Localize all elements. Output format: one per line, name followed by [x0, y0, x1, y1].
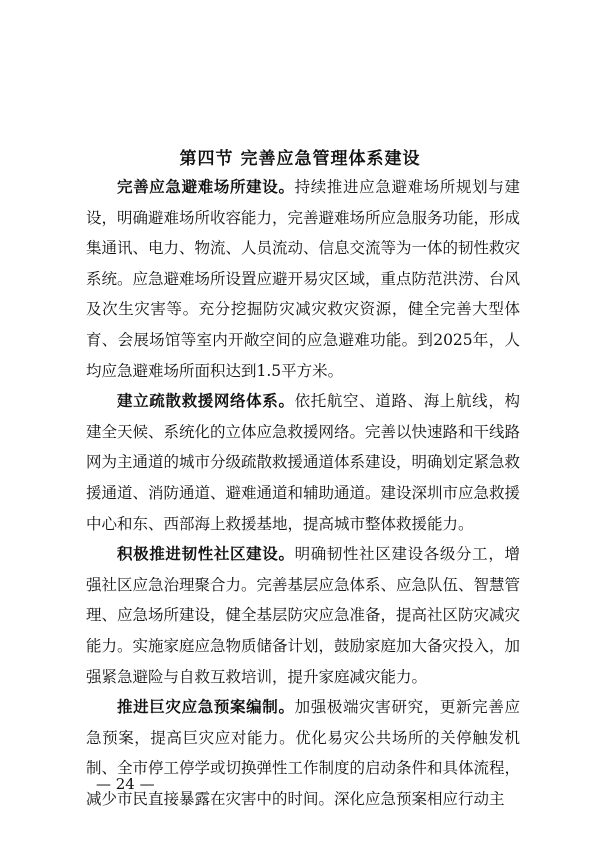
paragraph-resilient-community	[86, 539, 520, 692]
page-number: — 24 —	[96, 775, 155, 793]
paragraph-shelters	[86, 172, 520, 386]
section-title: 第四节 完善应急管理体系建设	[179, 149, 421, 169]
paragraph-text: 持续推进应急避难场所规划与建设，明确避难场所收容能力，完善避难场所应急服务功能，形成集通讯、电力、物流、人员流动、信息交流等为一体的韧性救灾系统。应急避难场所设置应避开易灾区域，重点防范洪涝、台风及次生灾害等。充分挖掘防灾减灾救灾资源，健全完善大型体育、会展场馆等室内开敞空间的应急避难功能。到2025年，人均应急避难场所面积达到1.5平方米。	[86, 178, 521, 380]
paragraph-lead: 积极推进韧性社区建设。	[117, 544, 295, 564]
paragraph-lead: 完善应急避难场所建设。	[117, 177, 295, 196]
paragraph-text: 加强极端灾害研究，更新完善应急预案，提高巨灾应对能力。优化易灾公共场所的关停触发机制、全市停工停学或切换弹性工作制度的启动条件和具体流程，减少市民直接暴露在灾害中的时间。深化应急预案相应行动主	[86, 698, 521, 808]
body-text	[86, 172, 520, 814]
paragraph-lead: 推进巨灾应急预案编制。	[117, 697, 295, 717]
paragraph-lead: 建立疏散救援网络体系。	[117, 391, 295, 411]
paragraph-evacuation	[86, 386, 520, 539]
paragraph-text: 依托航空、道路、海上航线，构建全天候、系统化的立体应急救援网络。完善以快速路和干线路网为主通道的城市分级疏散救援通道体系建设，明确划定紧急救援通道、消防通道、避难通道和辅助通道。建设深圳市应急救援中心和东、西部海上救援基地，提高城市整体救援能力。	[86, 392, 521, 533]
paragraph-text: 明确韧性社区建设各级分工，增强社区应急治理聚合力。完善基层应急体系、应急队伍、智慧管理、应急场所建设，健全基层防灾应急准备，提高社区防灾减灾能力。实施家庭应急物质储备计划，鼓励家庭加大备灾投入，加强紧急避险与自救互救培训，提升家庭减灾能力。	[86, 545, 521, 686]
paragraph-disaster-plan	[86, 692, 520, 814]
